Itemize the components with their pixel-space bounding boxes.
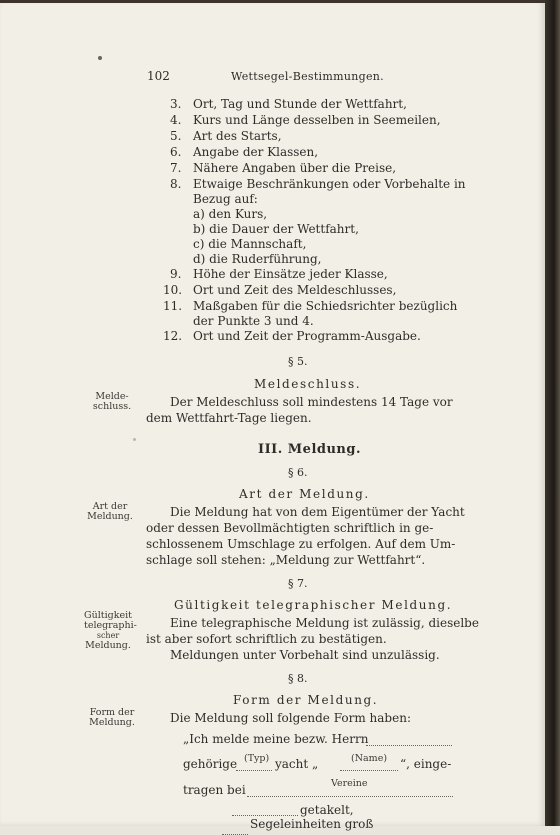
body-line: Meldungen unter Vorbehalt sind unzulässig. [170, 648, 440, 662]
ink-speck [133, 438, 136, 441]
list-number: 11. [163, 299, 183, 313]
form-text: “, einge- [400, 757, 452, 771]
list-item: Ort, Tag und Stunde der Wettfahrt, [193, 97, 407, 111]
form-text: gehörige [183, 757, 238, 771]
body-line: Die Meldung soll folgende Form haben: [170, 711, 411, 725]
margin-note: Gültigkeit telegraphi- scher Meldung. [84, 610, 137, 651]
section-sign: § 7. [288, 577, 308, 590]
list-subitem: b) die Dauer der Wettfahrt, [193, 222, 359, 236]
blank-line [236, 770, 272, 771]
list-item: Etwaige Beschränkungen oder Vorbehalte in [193, 177, 466, 191]
body-line: Der Meldeschluss soll mindestens 14 Tage vor [170, 395, 453, 409]
section-title: Form der Meldung. [233, 693, 379, 707]
list-item: Angabe der Klassen, [193, 145, 319, 159]
body-line: Die Meldung hat von dem Eigentümer der Yacht [170, 505, 465, 519]
blank-line [247, 796, 453, 797]
margin-note: Melde- schluss. [92, 391, 132, 412]
page-number: 102 [147, 69, 170, 83]
list-item: Ort und Zeit des Meldeschlusses, [193, 283, 397, 297]
list-item: Ort und Zeit der Programm-Ausgabe. [193, 329, 421, 343]
list-number: 4. [170, 113, 182, 127]
list-item: Bezug auf: [193, 192, 258, 206]
ink-speck [98, 56, 102, 60]
body-line: Eine telegraphische Meldung ist zulässig, dieselbe [170, 616, 479, 630]
placeholder-label: Vereine [331, 778, 368, 789]
margin-note: Form der Meldung. [89, 707, 135, 728]
list-subitem: c) die Mannschaft, [193, 237, 307, 251]
body-line: dem Wettfahrt-Tage liegen. [146, 411, 312, 425]
list-subitem: a) den Kurs, [193, 207, 268, 221]
blank-line [366, 745, 452, 746]
running-title: Wettsegel-Bestimmungen. [231, 70, 384, 83]
list-item: der Punkte 3 und 4. [193, 314, 314, 328]
part-heading: III. Meldung. [258, 442, 362, 457]
form-text: tragen bei [183, 783, 246, 797]
list-subitem: d) die Ruderführung, [193, 252, 322, 266]
list-item: Höhe der Einsätze jeder Klasse, [193, 267, 388, 281]
list-item: Nähere Angaben über die Preise, [193, 161, 397, 175]
placeholder-label: (Name) [351, 753, 388, 764]
list-number: 7. [170, 161, 182, 175]
section-title: Meldeschluss. [254, 377, 362, 391]
section-title: Gültigkeit telegraphischer Meldung. [174, 598, 453, 612]
body-line: schlossenem Umschlage zu erfolgen. Auf dem Um- [146, 537, 456, 551]
list-item: Kurs und Länge desselben in Seemeilen, [193, 113, 441, 127]
list-number: 5. [170, 129, 182, 143]
list-number: 3. [170, 97, 182, 111]
section-sign: § 5. [288, 355, 308, 368]
page-top-edge [0, 0, 545, 3]
body-line: ist aber sofort schriftlich zu bestätigen. [146, 632, 387, 646]
blank-line [340, 770, 398, 771]
body-line: schlage soll stehen: „Meldung zur Wettfahrt“. [146, 553, 426, 567]
section-sign: § 8. [288, 672, 308, 685]
section-title: Art der Meldung. [239, 487, 370, 501]
form-text: getakelt, [300, 803, 354, 817]
section-sign: § 6. [288, 466, 308, 479]
list-number: 6. [170, 145, 182, 159]
list-item: Art des Starts, [193, 129, 282, 143]
list-number: 8. [170, 177, 182, 191]
blank-line [232, 815, 298, 816]
list-item: Maßgaben für die Schiedsrichter bezüglich [193, 299, 458, 313]
form-line: „Ich melde meine bezw. Herrn [183, 732, 369, 746]
list-number: 9. [170, 267, 182, 281]
form-text: yacht „ [275, 757, 319, 771]
form-text: Segeleinheiten groß [250, 817, 374, 831]
list-number: 10. [163, 283, 183, 297]
list-number: 12. [163, 329, 183, 343]
margin-note: Art der Meldung. [87, 501, 133, 522]
placeholder-label: (Typ) [244, 753, 270, 764]
body-line: oder dessen Bevollmächtigten schriftlich in ge- [146, 521, 434, 535]
book-spine [545, 0, 560, 826]
